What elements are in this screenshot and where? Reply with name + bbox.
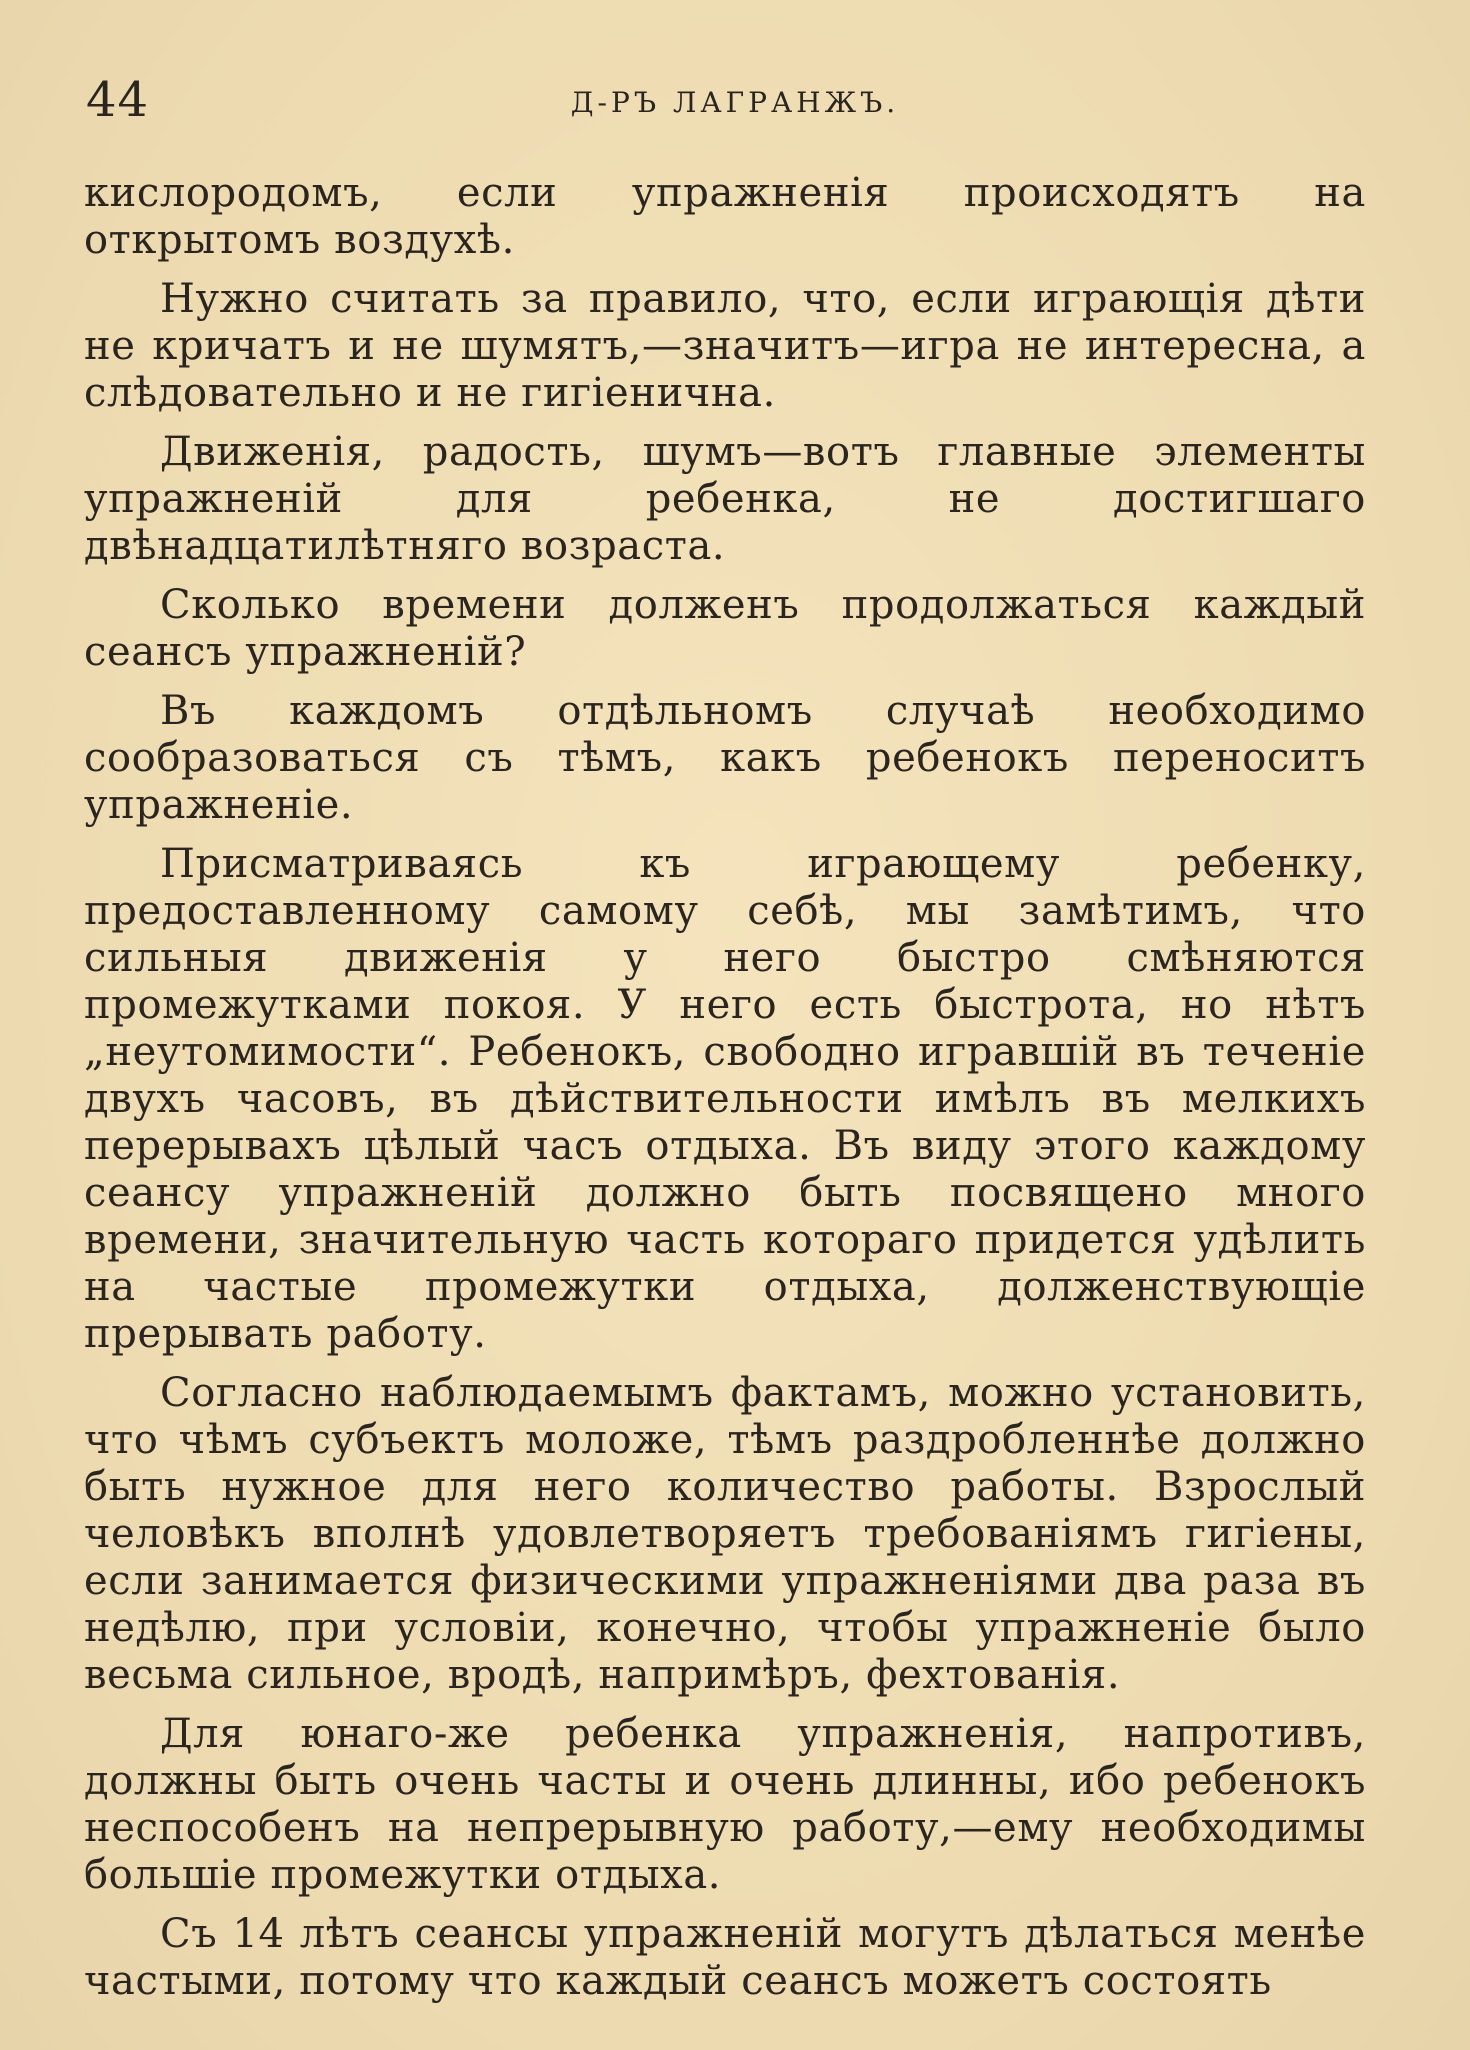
paragraph: Въ каждомъ отдѣльномъ случаѣ необходимо сообразоваться съ тѣмъ, какъ ребенокъ переноситъ упражненіе. [84,688,1366,828]
paragraph-question: Сколько времени долженъ продолжаться каждый сеансъ упражненій? [84,582,1366,675]
paragraph: Согласно наблюдаемымъ фактамъ, можно установить, что чѣмъ субъектъ моложе, тѣмъ раздробленнѣе должно быть нужное для него количество работы. Взрослый человѣкъ вполнѣ удовлетворяетъ требованіямъ гигіены, если занимается физическими упражненіями два раза въ недѣлю, при условіи, конечно, чтобы упражненіе было весьма сильное, вродѣ, напримѣръ, фехтованія. [84,1370,1366,1698]
body-text [84,170,1366,2017]
paragraph: Нужно считать за правило, что, если играющія дѣти не кричатъ и не шумятъ,—значитъ—игра не интересна, а слѣдовательно и не гигіенична. [84,276,1366,416]
running-head: Д-РЪ ЛАГРАНЖЪ. [570,86,900,119]
paragraph: Присматриваясь къ играющему ребенку, предоставленному самому себѣ, мы замѣтимъ, что сильныя движенія у него быстро смѣняются промежутками покоя. У него есть быстрота, но нѣтъ „неутомимости“. Ребенокъ, свободно игравшій въ теченіе двухъ часовъ, въ дѣйствительности имѣлъ въ мелкихъ перерывахъ цѣлый часъ отдыха. Въ виду этого каждому сеансу упражненій должно быть посвящено много времени, значительную часть котораго придется удѣлить на частые промежутки отдыха, долженствующіе прерывать работу. [84,841,1366,1357]
paragraph-continuation: кислородомъ, если упражненія происходятъ на открытомъ воздухѣ. [84,170,1366,263]
page-header [86,72,1384,132]
paragraph: Для юнаго-же ребенка упражненія, напротивъ, должны быть очень часты и очень длинны, ибо ребенокъ неспособенъ на непрерывную работу,—ему необходимы большіе промежутки отдыха. [84,1711,1366,1898]
page-number: 44 [86,72,150,128]
paragraph-continued-next-page: Съ 14 лѣтъ сеансы упражненій могутъ дѣлаться менѣе частыми, потому что каждый сеансъ можетъ состоять [84,1911,1366,2004]
paragraph: Движенія, радость, шумъ—вотъ главные элементы упражненій для ребенка, не достигшаго двѣнадцатилѣтняго возраста. [84,429,1366,569]
